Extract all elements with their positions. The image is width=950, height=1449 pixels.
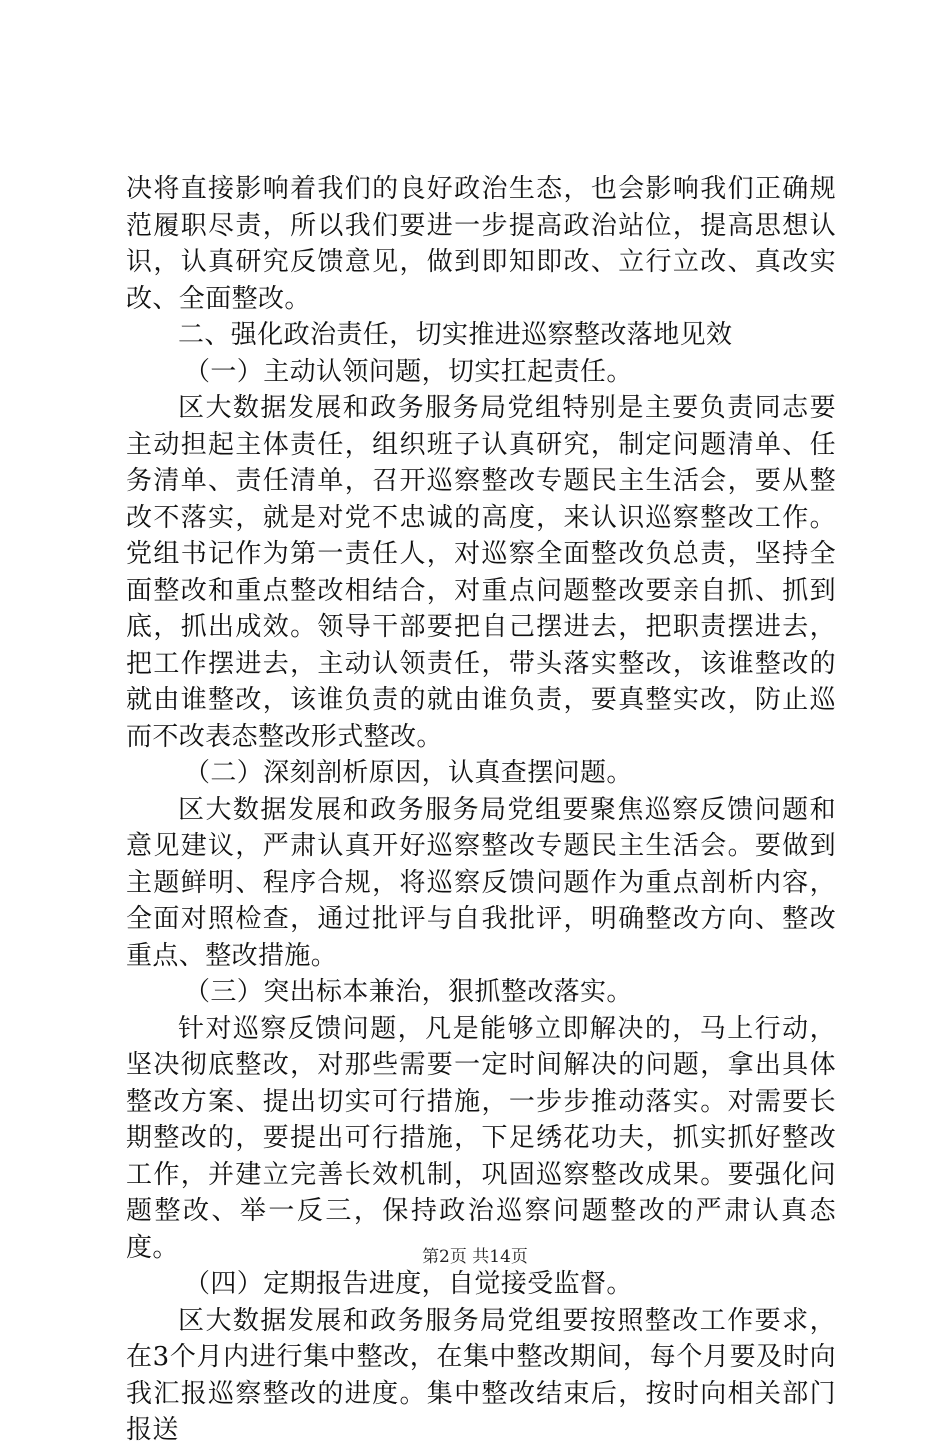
paragraph-continuation: 决将直接影响着我们的良好政治生态，也会影响我们正确规范履职尽责，所以我们要进一步提高政治站位，提高思想认识，认真研究反馈意见，做到即知即改、立行立改、真改实改、全面整改。 xyxy=(126,174,836,314)
section-heading-2: 二、强化政治责任，切实推进巡察整改落地见效 xyxy=(178,320,733,350)
paragraph-body-2: 区大数据发展和政务服务局党组要聚焦巡察反馈问题和意见建议，严肃认真开好巡察整改专题民主生活会。要做到主题鲜明、程序合规，将巡察反馈问题作为重点剖析内容，全面对照检查，通过批评与自我批评，明确整改方向、整改重点、整改措施。 xyxy=(126,794,836,971)
paragraph-body-4: 区大数据发展和政务服务局党组要按照整改工作要求，在3个月内进行集中整改，在集中整改期间，每个月要及时向我汇报巡察整改的进度。集中整改结束后，按时向相关部门报送 xyxy=(126,1305,836,1445)
subheading-4: （四）定期报告进度，自觉接受监督。 xyxy=(184,1269,633,1299)
page-footer: 第2页 共14页 xyxy=(422,1247,528,1267)
subheading-2: （二）深刻剖析原因，认真查摆问题。 xyxy=(184,758,633,788)
subheading-1: （一）主动认领问题，切实扛起责任。 xyxy=(184,356,633,387)
paragraph-body-3: 针对巡察反馈问题，凡是能够立即解决的，马上行动，坚决彻底整改，对那些需要一定时间解决的问题，拿出具体整改方案、提出切实可行措施，一步步推动落实。对需要长期整改的，要提出可行措施，下足绣花功夫，抓实抓好整改工作，并建立完善长效机制，巩固巡察整改成果。要强化问题整改、举一反三，保持政治巡察问题整改的严肃认真态度。 xyxy=(126,1013,836,1263)
subheading-3: （三）突出标本兼治，狠抓整改落实。 xyxy=(184,977,633,1007)
paragraph-body-1: 区大数据发展和政务服务局党组特别是主要负责同志要主动担起主体责任，组织班子认真研究，制定问题清单、任务清单、责任清单，召开巡察整改专题民主生活会，要从整改不落实，就是对党不忠诚的高度，来认识巡察整改工作。党组书记作为第一责任人，对巡察全面整改负总责，坚持全面整改和重点整改相结合，对重点问题整改要亲自抓、抓到底，抓出成效。领导干部要把自己摆进去，把职责摆进去，把工作摆进去，主动认领责任，带头落实整改，该谁整改的就由谁整改，该谁负责的就由谁负责，要真整实改，防止巡而不改表态整改形式整改。 xyxy=(126,393,836,752)
